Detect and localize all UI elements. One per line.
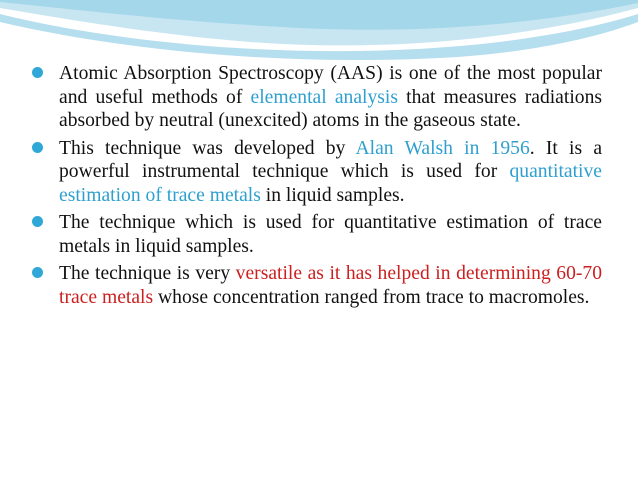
bullet-text: The technique which is used for quantitative estimation of trace metals in liquid samples. xyxy=(59,212,602,257)
highlight-alan-walsh: Alan Walsh in 1956 xyxy=(355,137,530,159)
bullet-item xyxy=(32,262,602,309)
bullet-text: . It is a powerful instrumental technique which is used for xyxy=(59,137,603,182)
highlight-versatile: versatile as it has helped in determining 60-70 trace metals xyxy=(59,263,602,308)
bullet-list xyxy=(32,62,602,313)
bullet-text: Atomic Absorption Spectroscopy (AAS) is one of the most popular and useful methods of xyxy=(59,63,602,108)
highlight-quantitative-estimation: quantitative estimation of trace metals xyxy=(59,161,602,206)
bullet-dot-icon xyxy=(32,142,43,153)
bullet-text: This technique was developed by xyxy=(59,137,356,159)
bullet-item xyxy=(32,211,602,258)
highlight-elemental-analysis: elemental analysis xyxy=(250,86,398,108)
header-swoosh-decoration xyxy=(0,0,638,70)
bullet-text: The technique is very xyxy=(59,263,236,284)
bullet-dot-icon xyxy=(32,67,43,78)
bullet-text: in liquid samples. xyxy=(260,184,405,206)
bullet-dot-icon xyxy=(32,216,43,227)
bullet-text: that measures radiations absorbed by neutral (unexcited) atoms in the gaseous state. xyxy=(59,86,602,131)
bullet-text: whose concentration ranged from trace to macromoles. xyxy=(153,286,590,308)
bullet-dot-icon xyxy=(32,267,43,278)
bullet-item xyxy=(32,137,602,208)
bullet-item xyxy=(32,62,602,133)
